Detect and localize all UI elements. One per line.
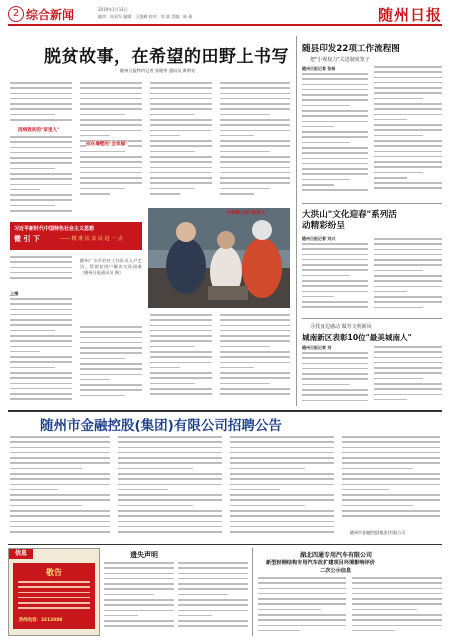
- right-top-text-2: [374, 66, 442, 198]
- lead-text-lower-1: [10, 298, 72, 403]
- right-bottom-text-1: [302, 352, 368, 406]
- public-notice-text-1: [258, 577, 346, 635]
- photo-label: 上图: [10, 291, 19, 296]
- right-mid-byline: 随州日报记者 刘兴: [302, 236, 336, 241]
- photo-caption: 随州广水市驻村工作队员入户走访，帮助贫困户解决实际困难（随州日报通讯员 摄）: [80, 258, 142, 276]
- right-mid-text-1: [302, 243, 368, 315]
- issue-date: 2019年1月11日: [98, 7, 128, 12]
- recruit-text-2: [118, 436, 222, 540]
- ads-rule-top: [8, 544, 442, 545]
- info-hotline: 热线电话：3212088: [19, 618, 63, 623]
- column-divider: [296, 36, 297, 406]
- right-divider-1: [302, 203, 442, 204]
- newspaper-logo: 随州日报: [377, 6, 442, 24]
- lost-notice-title: 遗失声明: [130, 551, 158, 559]
- lead-text-col-1: [10, 82, 72, 124]
- banner-title: 习近平新时代中国特色社会主义思想: [14, 226, 95, 232]
- right-bottom-text-2: [374, 346, 442, 406]
- right-mid-headline: 大洪山"文化迎春"系列活动精彩纷呈: [302, 210, 397, 231]
- public-notice-title: 湖北四通专用汽车有限公司: [300, 552, 373, 559]
- recruit-rule-top: [8, 410, 442, 412]
- recruit-footer: 随州市金融控股(集团)有限公司: [350, 530, 406, 535]
- lead-byline: 随州日报特约记者 张晓华 通讯员 黄明亮: [120, 68, 196, 73]
- lead-photo: [148, 208, 290, 308]
- right-bottom-headline: 城南新区表彰10位"最美城南人": [302, 333, 412, 342]
- banner-slogan: —— 精 准 扶 贫 民 进 一 点: [60, 236, 123, 242]
- lost-notice-text-1: [104, 562, 174, 632]
- lead-photo-image: [148, 208, 290, 308]
- banner: [10, 222, 142, 250]
- recruit-title: 随州市金融控股(集团)有限公司招聘公告: [40, 418, 282, 434]
- info-notice-text: [18, 581, 90, 613]
- public-notice-subtitle-2: 二次公示信息: [320, 568, 352, 574]
- recruit-text-1: [10, 436, 110, 540]
- recruit-text-4: [342, 436, 440, 524]
- page-number: 2: [8, 6, 24, 22]
- ads-divider: [252, 548, 253, 636]
- lost-notice-text-2: [178, 562, 248, 632]
- right-top-byline: 随州日报记者 张杨: [302, 66, 336, 71]
- public-notice-text-2: [352, 577, 442, 635]
- lead-text-lower-3: [150, 314, 212, 403]
- info-notice-title: 敬告: [46, 568, 62, 577]
- lead-text-col-3: [150, 82, 212, 202]
- right-bottom-byline: 随州日报记者 刘: [302, 345, 332, 350]
- info-notice-box: [13, 563, 95, 629]
- right-divider-2: [302, 318, 442, 319]
- right-mid-text-2: [374, 238, 442, 315]
- info-label: 信息: [9, 549, 33, 559]
- right-bottom-kicker: 寻找身边感动 做寿文明新风: [310, 324, 372, 330]
- lead-text-col-1c: [10, 256, 72, 286]
- public-notice-subtitle-1: 新型轻钢结构专用汽车改扩建项目环境影响评价: [266, 560, 375, 566]
- right-top-headline: 随县印发22项工作流程图: [302, 44, 400, 54]
- right-top-subhead: 把"小规权力"关进制度笼子: [310, 57, 370, 63]
- info-ad: [8, 548, 100, 636]
- lead-text-lower-4: [220, 314, 290, 403]
- section-title: 综合新闻: [26, 8, 75, 22]
- lead-subhead-2: 挂在墙壁的"全家福": [86, 142, 128, 147]
- banner-subtitle: 微 引 下: [14, 235, 40, 243]
- lead-text-lower-2: [80, 326, 142, 403]
- lead-subhead-1: 因病致贫的"家里人": [18, 128, 60, 133]
- masthead-rule: [8, 24, 442, 26]
- lead-headline: 脱贫故事，在希望的田野上书写: [44, 47, 289, 67]
- recruit-text-3: [230, 436, 334, 540]
- lead-text-col-1b: [10, 136, 72, 216]
- editor-line: 编审：周双军 编辑：王俊峰 校对：刘 斌 美编：陈 燕: [98, 14, 193, 19]
- lead-pull-quote: 小孝顺上的"国家人": [226, 211, 268, 216]
- lead-text-col-4: [220, 82, 290, 202]
- right-top-text-1: [302, 73, 368, 198]
